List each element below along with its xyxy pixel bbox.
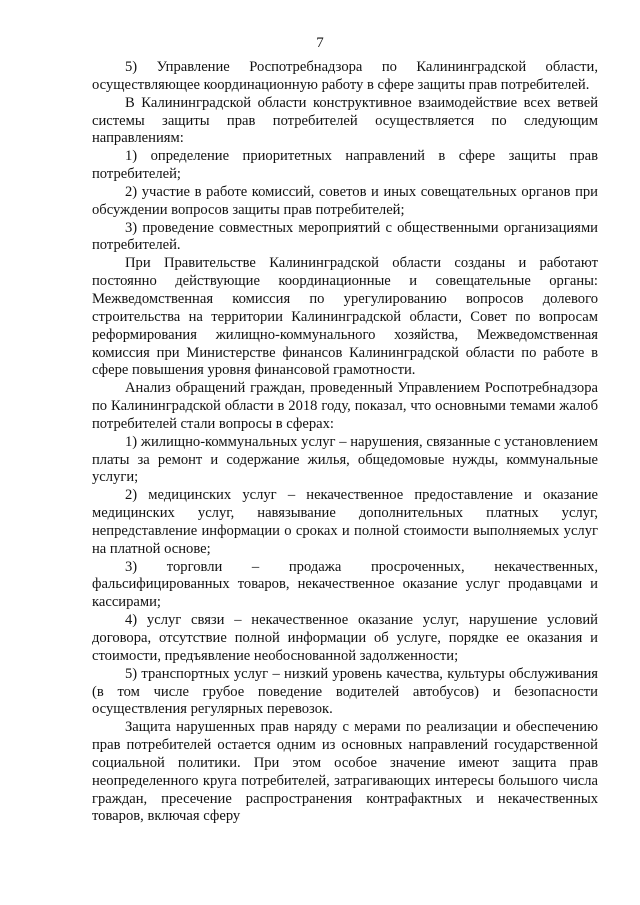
paragraph-complaint-trade: 3) торговли – продажа просроченных, некачественных, фальсифицированных товаров, некачественное оказание услуг продавцами и кассирами; (92, 558, 598, 611)
paragraph-direction-2: 2) участие в работе комиссий, советов и иных совещательных органов при обсуждении вопросов защиты прав потребителей; (92, 183, 598, 218)
paragraph-complaint-communication: 4) услуг связи – некачественное оказание услуг, нарушение условий договора, отсутствие полной информации об услуге, порядке ее оказания и стоимости, предъявление необоснованной задолженности; (92, 612, 598, 664)
paragraph-direction-3: 3) проведение совместных мероприятий с общественными организациями потребителей. (92, 219, 598, 254)
paragraph-complaint-housing: 1) жилищно-коммунальных услуг – нарушения, связанные с установлением платы за ремонт и содержание жилья, общедомовые нужды, коммунальные услуги; (92, 433, 598, 486)
paragraph-complaint-transport: 5) транспортных услуг – низкий уровень качества, культуры обслуживания (в том числе грубое поведение водителей автобусов) и безопасности осуществления регулярных перевозок. (92, 665, 598, 718)
paragraph-complaint-medical: 2) медицинских услуг – некачественное предоставление и оказание медицинских услуг, навязывание дополнительных платных услуг, непредставление информации о сроках и полной стоимости выполняемых услуг на платной основе; (92, 487, 598, 557)
paragraph-item-5-rospotrebnadzor: 5) Управление Роспотребнадзора по Калининградской области, осуществляющее координационную работу в сфере защиты прав потребителей. (92, 59, 598, 93)
paragraph-coordination-bodies: При Правительстве Калининградской области созданы и работают постоянно действующие координационные и совещательные органы: Межведомственная комиссия по урегулированию вопросов долевого строительства на территории Калининградской области, Совет по вопросам реформирования жилищно-коммунального хозяйства, Межведомственная комиссия при Министерстве финансов Калининградской области по работе в сфере повышения уровня финансовой грамотности. (92, 255, 598, 379)
paragraph-interaction-directions: В Калининградской области конструктивное взаимодействие всех ветвей системы защиты прав потребителей осуществляется по следующим направлениям: (92, 94, 598, 147)
paragraph-rights-protection: Защита нарушенных прав наряду с мерами по реализации и обеспечению прав потребителей остается одним из основных направлений государственной социальной политики. При этом особое значение имеют защита прав неопределенного круга потребителей, затрагивающих интересы большого числа граждан, пресечение распространения контрафактных и некачественных товаров, включая сферу (92, 719, 598, 825)
paragraph-complaints-analysis: Анализ обращений граждан, проведенный Управлением Роспотребнадзора по Калининградской области в 2018 году, показал, что основными темами жалоб потребителей стали вопросы в сферах: (92, 380, 598, 432)
paragraph-direction-1: 1) определение приоритетных направлений в сфере защиты прав потребителей; (92, 148, 598, 183)
document-body (92, 59, 598, 826)
page-number: 7 (316, 35, 324, 51)
